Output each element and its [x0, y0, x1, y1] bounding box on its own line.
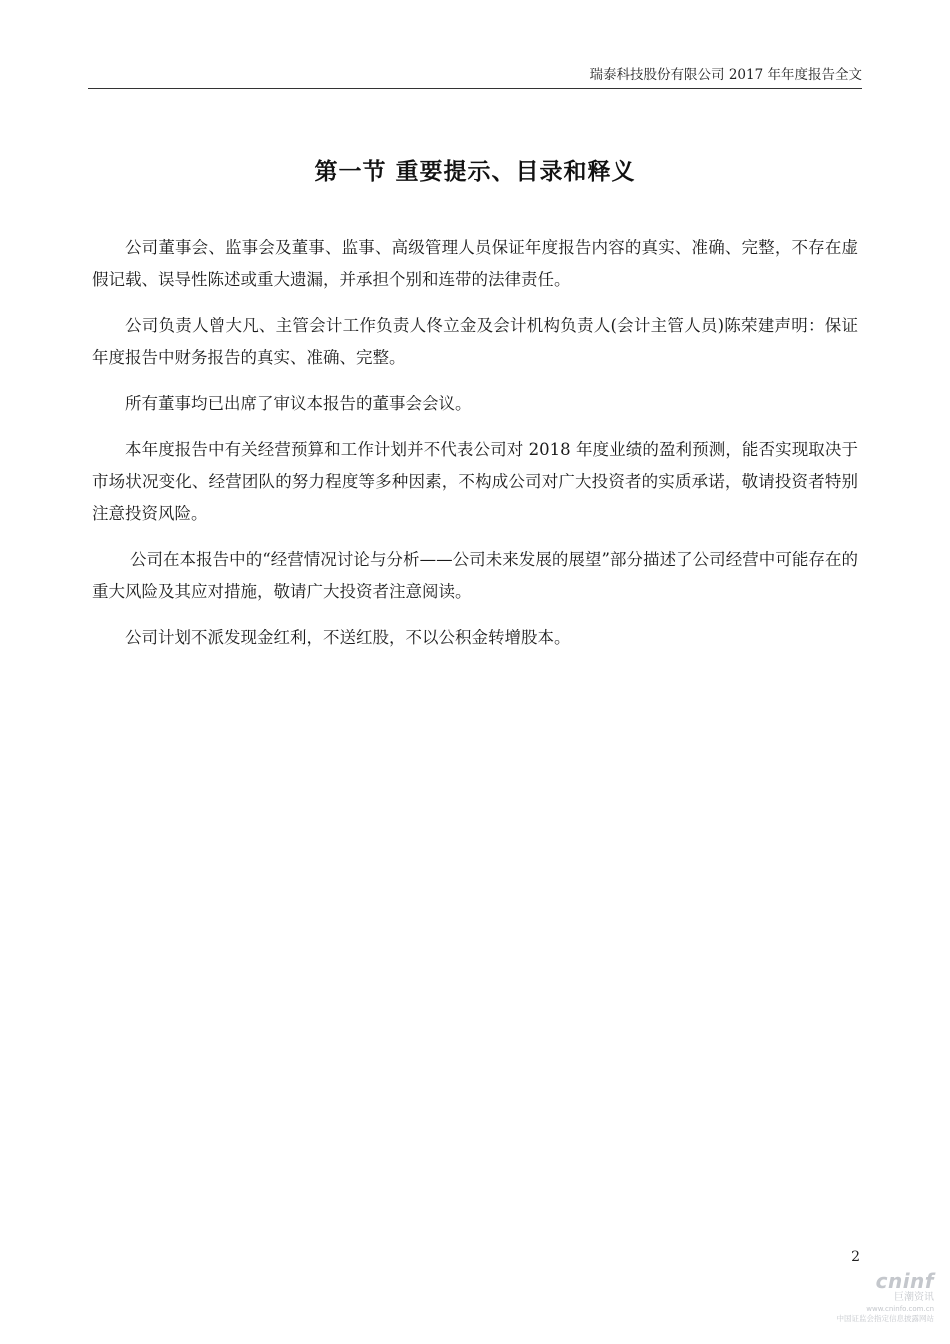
watermark-brand-name: 巨潮资讯 — [894, 1292, 934, 1303]
paragraph-board-guarantee: 公司董事会、监事会及董事、监事、高级管理人员保证年度报告内容的真实、准确、完整，不存在虚假记载、误导性陈述或重大遗漏，并承担个别和连带的法律责任。 — [92, 238, 858, 289]
paragraph-directors-attendance: 所有董事均已出席了审议本报告的董事会会议。 — [125, 394, 472, 413]
watermark-logo-text: cninf — [875, 1269, 934, 1293]
watermark-url: www.cninfo.com.cn — [866, 1305, 934, 1313]
watermark-tagline: 中国证监会指定信息披露网站 — [836, 1314, 934, 1323]
paragraph-risk-notice: 公司在本报告中的“经营情况讨论与分析——公司未来发展的展望”部分描述了公司经营中可能存在的重大风险及其应对措施，敬请广大投资者注意阅读。 — [92, 550, 858, 601]
paragraph-responsible-persons-statement: 公司负责人曾大凡、主管会计工作负责人佟立金及会计机构负责人(会计主管人员)陈荣建声明：保证年度报告中财务报告的真实、准确、完整。 — [92, 316, 858, 367]
section-title: 第一节 重要提示、目录和释义 — [314, 159, 636, 185]
cninfo-watermark — [824, 1270, 934, 1336]
page-number: 2 — [851, 1249, 860, 1265]
body-text — [92, 232, 858, 668]
header-rule — [88, 88, 862, 89]
paragraph-dividend-plan: 公司计划不派发现金红利，不送红股，不以公积金转增股本。 — [125, 628, 571, 647]
paragraph-forecast-disclaimer: 本年度报告中有关经营预算和工作计划并不代表公司对 2018 年度业绩的盈利预测，能否实现取决于市场状况变化、经营团队的努力程度等多种因素，不构成公司对广大投资者的实质承诺，敬请投资者特别注意投资风险。 — [92, 440, 858, 523]
running-header: 瑞泰科技股份有限公司 2017 年年度报告全文 — [589, 67, 862, 83]
